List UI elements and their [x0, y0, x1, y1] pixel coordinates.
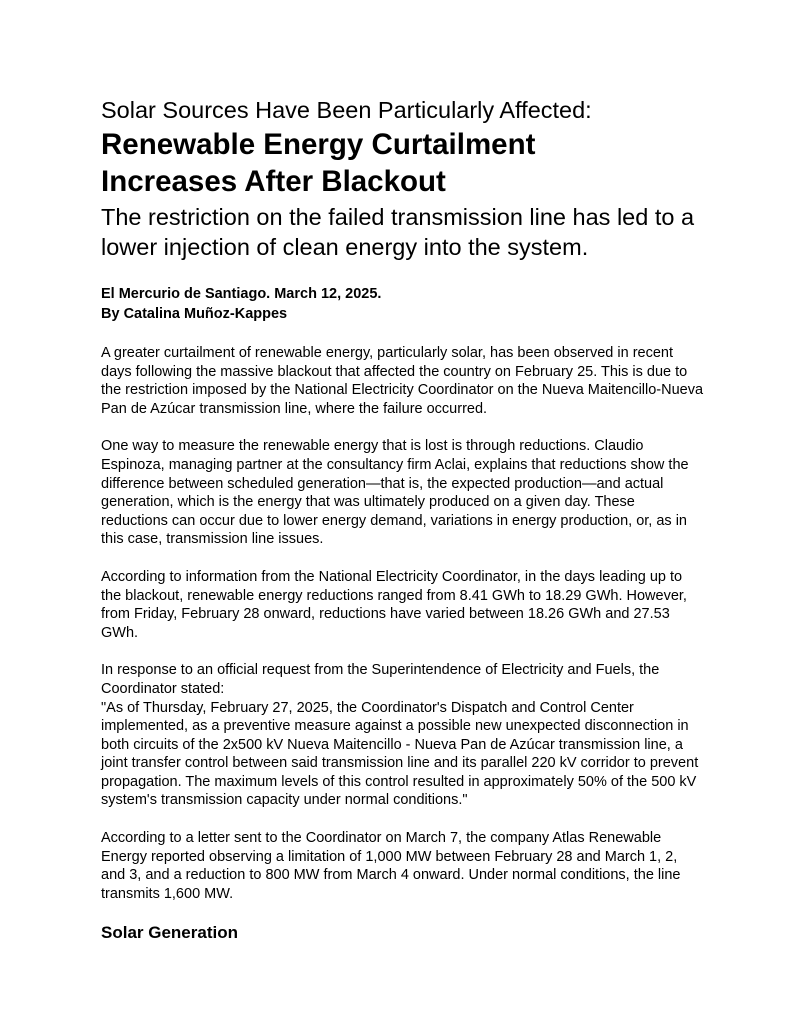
- paragraph-2: One way to measure the renewable energy that is lost is through reductions. Claudio Espinoza, managing partner at the consultancy firm Aclai, explains that reductions show the difference between scheduled generation—that is, the expected production—and actual generation, which is the energy that was ultimately produced on a given day. These reductions can occur due to lower energy demand, variations in energy production, or, as in this case, transmission line issues.: [101, 438, 689, 548]
- quote-paragraph: "As of Thursday, February 27, 2025, the Coordinator's Dispatch and Control Center implemented, as a preventive measure against a possible new unexpected disconnection in both circuits of the 2x500 kV Nueva Maitencillo - Nueva Pan de Azúcar transmission line, a joint transfer control between said transmission line and its parallel 220 kV corridor to prevent propagation. The maximum levels of this control resulted in approximately 50% of the 500 kV system's transmission capacity under normal conditions.": [101, 699, 699, 809]
- article-headline: [101, 126, 704, 200]
- headline-line-1: Renewable Energy Curtailment: [101, 128, 536, 161]
- paragraph-3: According to information from the National Electricity Coordinator, in the days leading up to the blackout, renewable energy reductions ranged from 8.41 GWh to 18.29 GWh. However, from Friday, February 28 onward, reductions have varied between 18.26 GWh and 27.53 GWh.: [101, 568, 687, 641]
- article-kicker: Solar Sources Have Been Particularly Affected:: [101, 97, 592, 123]
- paragraph-6: According to a letter sent to the Coordinator on March 7, the company Atlas Renewable Energy reported observing a limitation of 1,000 MW between February 28 and March 1, 2, and 3, and a reduction to 800 MW from March 4 onward. Under normal conditions, the line transmits 1,600 MW.: [101, 830, 681, 902]
- article-body: [101, 344, 704, 903]
- paragraph-1: A greater curtailment of renewable energy, particularly solar, has been observed in recent days following the massive blackout that affected the country on February 25. This is due to the restriction imposed by the National Electricity Coordinator on the Nueva Maitencillo-Nueva Pan de Azúcar transmission line, where the failure occurred.: [101, 345, 704, 417]
- paragraph-4: In response to an official request from the Superintendence of Electricity and Fuels, the Coordinator stated:: [101, 662, 660, 697]
- section-heading: Solar Generation: [101, 923, 238, 943]
- byline: [101, 284, 704, 324]
- headline-line-2: Increases After Blackout: [101, 165, 446, 198]
- article-author: By Catalina Muñoz-Kappes: [101, 306, 288, 322]
- article-source: El Mercurio de Santiago. March 12, 2025.: [101, 286, 382, 302]
- article-deck: The restriction on the failed transmission line has led to a lower injection of clean energy into the system.: [101, 204, 695, 260]
